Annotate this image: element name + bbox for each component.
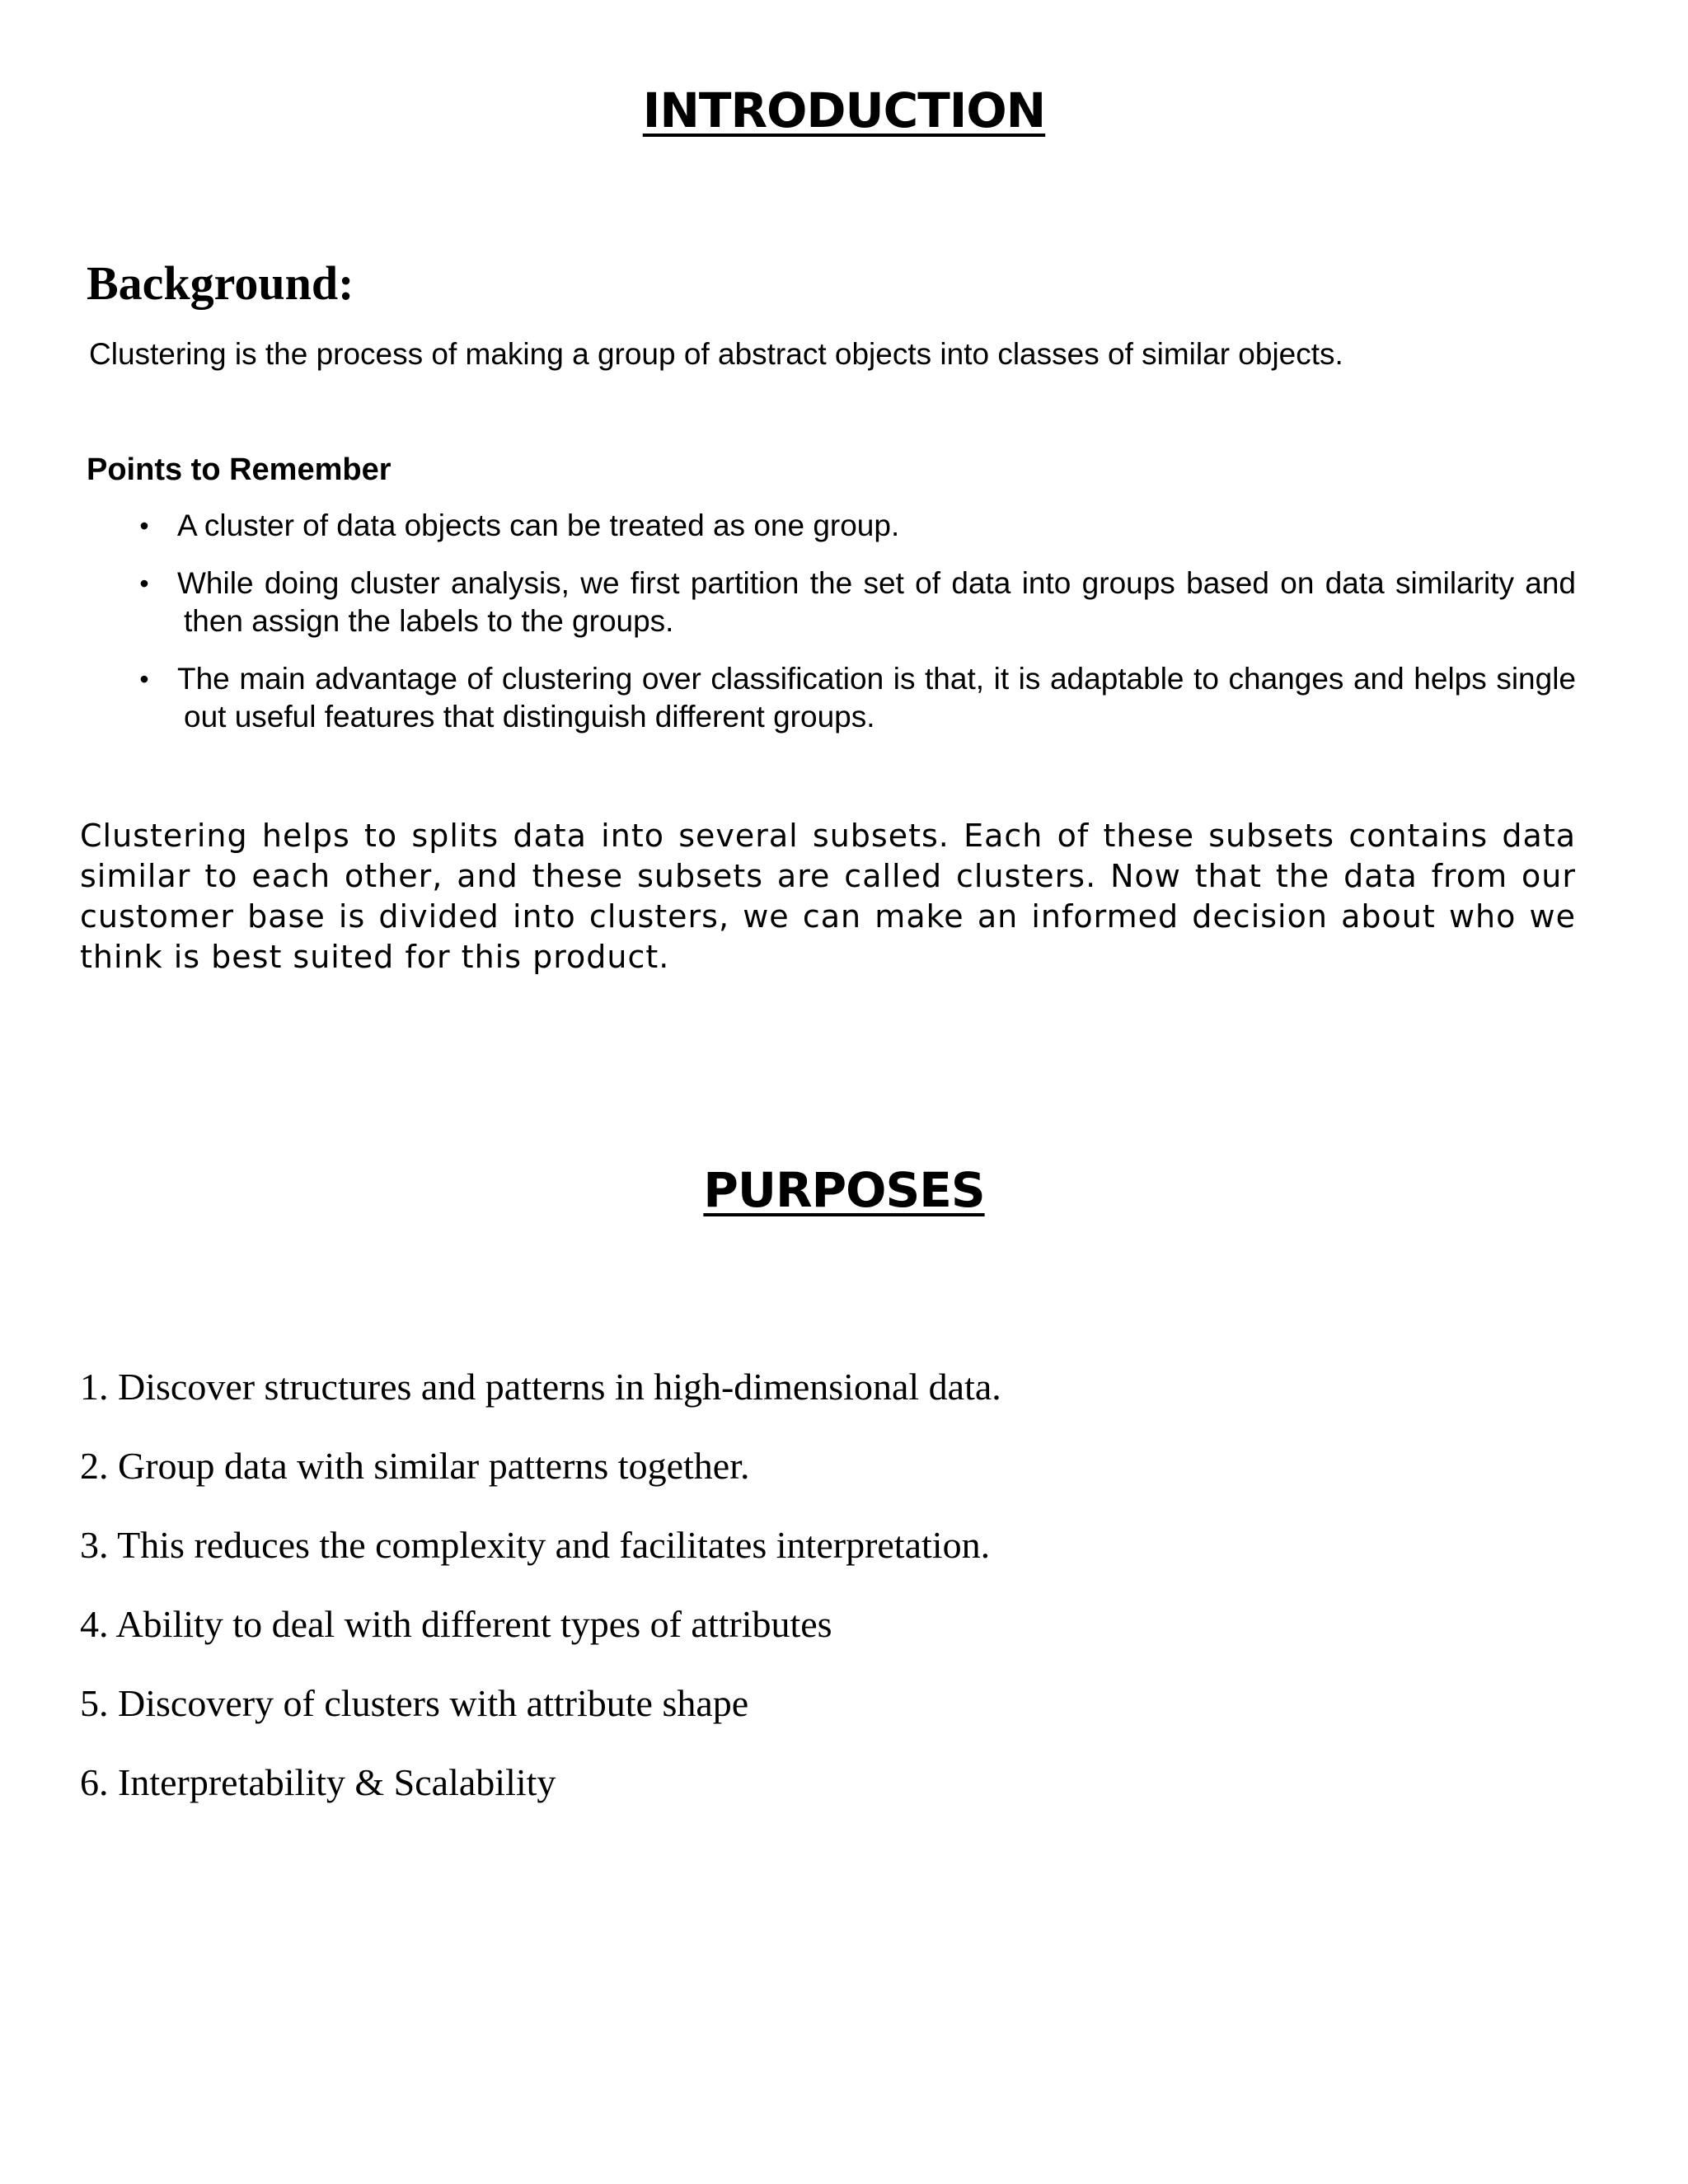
bullet-icon: •	[139, 511, 149, 541]
purposes-title: PURPOSES	[703, 1162, 985, 1218]
list-item: 4. Ability to deal with different types of attributes	[80, 1603, 832, 1645]
point-text: A cluster of data objects can be treated as one group.	[177, 509, 900, 542]
bullet-icon: •	[139, 664, 149, 694]
list-item: 3. This reduces the complexity and facilitates interpretation.	[80, 1524, 991, 1566]
list-item: 2. Group data with similar patterns together.	[80, 1445, 750, 1487]
point-text: While doing cluster analysis, we first partition the set of data into groups based on data similarity and then assign the labels to the groups.	[177, 566, 1576, 638]
background-text: Clustering is the process of making a group of abstract objects into classes of similar objects.	[89, 337, 1343, 371]
list-item: 1. Discover structures and patterns in high-dimensional data.	[80, 1366, 1001, 1408]
purposes-list	[80, 1368, 1001, 1843]
bullet-icon: •	[139, 569, 149, 598]
points-list	[132, 507, 1576, 756]
point-text: The main advantage of clustering over classification is that, it is adaptable to changes and helps single out useful features that distinguish different groups.	[177, 662, 1576, 733]
list-item	[132, 565, 1576, 640]
list-item: 5. Discovery of clusters with attribute shape	[80, 1682, 749, 1724]
points-to-remember-heading: Points to Remember	[87, 452, 392, 487]
list-item: 6. Interpretability & Scalability	[80, 1761, 556, 1803]
list-item	[132, 660, 1576, 736]
background-heading: Background:	[87, 256, 354, 310]
introduction-title: INTRODUCTION	[642, 82, 1046, 138]
list-item	[132, 507, 1576, 545]
clustering-paragraph: Clustering helps to splits data into several subsets. Each of these subsets contains data similar to each other, and these subsets are called clusters. Now that the data from our customer base is divided into clusters, we can make an informed decision about who we think is best suited for this product.	[80, 818, 1576, 975]
